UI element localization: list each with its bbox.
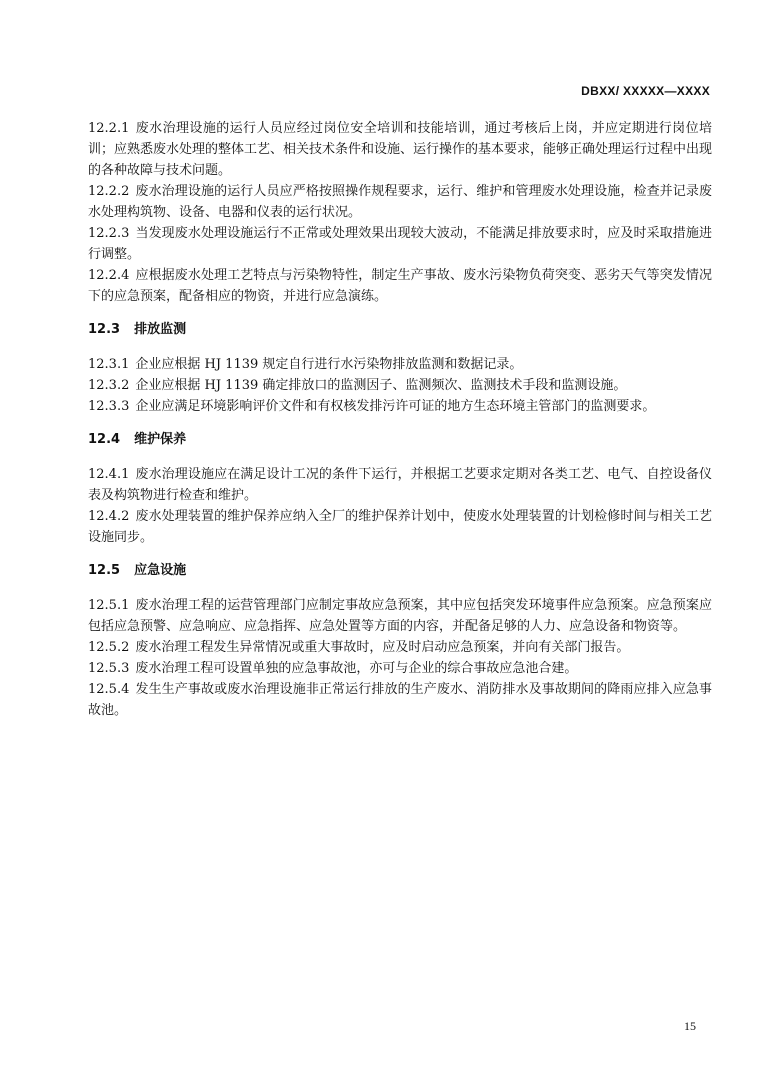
clause-text: 当发现废水处理设施运行不正常或处理效果出现较大波动，不能满足排放要求时，应及时采取措施进行调整。 (88, 226, 712, 262)
clause-12-2-2 (88, 181, 712, 223)
clause-12-3-2 (88, 375, 712, 396)
section-number: 12.5 (88, 563, 121, 578)
clause-number: 12.2.1 (88, 121, 130, 136)
clause-number: 12.5.3 (88, 661, 130, 676)
section-heading-12-4 (88, 429, 712, 450)
clause-12-4-2 (88, 506, 712, 548)
clause-text: 废水治理设施的运行人员应经过岗位安全培训和技能培训，通过考核后上岗，并应定期进行岗位培训；应熟悉废水处理的整体工艺、相关技术条件和设施、运行操作的基本要求，能够正确处理运行过程中出现的各种故障与技术问题。 (88, 121, 713, 178)
clause-12-5-4 (88, 679, 712, 721)
clause-text: 企业应根据 HJ 1139 规定自行进行水污染物排放监测和数据记录。 (135, 357, 523, 372)
clause-12-5-1 (88, 595, 712, 637)
section-title: 排放监测 (134, 322, 187, 337)
clause-12-3-1 (88, 354, 712, 375)
section-title: 应急设施 (134, 563, 187, 578)
document-body (88, 118, 712, 721)
clause-number: 12.3.3 (88, 399, 130, 414)
clause-text: 废水治理工程发生异常情况或重大事故时，应及时启动应急预案，并向有关部门报告。 (135, 640, 630, 655)
clause-text: 发生生产事故或废水治理设施非正常运行排放的生产废水、消防排水及事故期间的降雨应排入应急事故池。 (88, 682, 712, 718)
clause-12-5-3 (88, 658, 712, 679)
section-12-4-paragraphs (88, 464, 712, 548)
clause-text: 废水治理设施的运行人员应严格按照操作规程要求，运行、维护和管理废水处理设施，检查并记录废水处理构筑物、设备、电器和仪表的运行状况。 (88, 184, 712, 220)
clause-12-3-3 (88, 396, 712, 417)
clause-text: 废水治理设施应在满足设计工况的条件下运行，并根据工艺要求定期对各类工艺、电气、自控设备仪表及构筑物进行检查和维护。 (88, 467, 712, 503)
clause-number: 12.2.4 (88, 268, 130, 283)
clause-number: 12.4.2 (88, 509, 130, 524)
clause-number: 12.2.3 (88, 226, 130, 241)
page-number: 15 (684, 1019, 696, 1033)
clause-number: 12.3.2 (88, 378, 130, 393)
clause-number: 12.5.1 (88, 598, 130, 613)
clause-text: 废水处理装置的维护保养应纳入全厂的维护保养计划中，使废水处理装置的计划检修时间与相关工艺设施同步。 (88, 509, 712, 545)
section-heading-12-3 (88, 319, 712, 340)
clause-text: 废水治理工程可设置单独的应急事故池，亦可与企业的综合事故应急池合建。 (135, 661, 578, 676)
clause-text: 应根据废水处理工艺特点与污染物特性，制定生产事故、废水污染物负荷突变、恶劣天气等突发情况下的应急预案，配备相应的物资，并进行应急演练。 (88, 268, 712, 304)
clause-12-5-2 (88, 637, 712, 658)
section-12-5-paragraphs (88, 595, 712, 721)
clause-number: 12.4.1 (88, 467, 130, 482)
clause-number: 12.5.2 (88, 640, 130, 655)
clause-text: 企业应根据 HJ 1139 确定排放口的监测因子、监测频次、监测技术手段和监测设施。 (135, 378, 627, 393)
clause-12-2-4 (88, 265, 712, 307)
section-title: 维护保养 (134, 432, 187, 447)
section-number: 12.3 (88, 322, 121, 337)
document-code: DBXX/ XXXXX—XXXX (581, 84, 710, 98)
section-12-3-paragraphs (88, 354, 712, 417)
clause-12-2-3 (88, 223, 712, 265)
clause-number: 12.2.2 (88, 184, 130, 199)
clause-number: 12.5.4 (88, 682, 130, 697)
clause-text: 废水治理工程的运营管理部门应制定事故应急预案，其中应包括突发环境事件应急预案。应急预案应包括应急预警、应急响应、应急指挥、应急处置等方面的内容，并配备足够的人力、应急设备和物资等。 (88, 598, 712, 634)
clause-12-4-1 (88, 464, 712, 506)
clause-text: 企业应满足环境影响评价文件和有权核发排污许可证的地方生态环境主管部门的监测要求。 (135, 399, 656, 414)
section-12-2-paragraphs (88, 118, 712, 307)
section-number: 12.4 (88, 432, 121, 447)
clause-12-2-1 (88, 118, 712, 181)
clause-number: 12.3.1 (88, 357, 130, 372)
section-heading-12-5 (88, 560, 712, 581)
